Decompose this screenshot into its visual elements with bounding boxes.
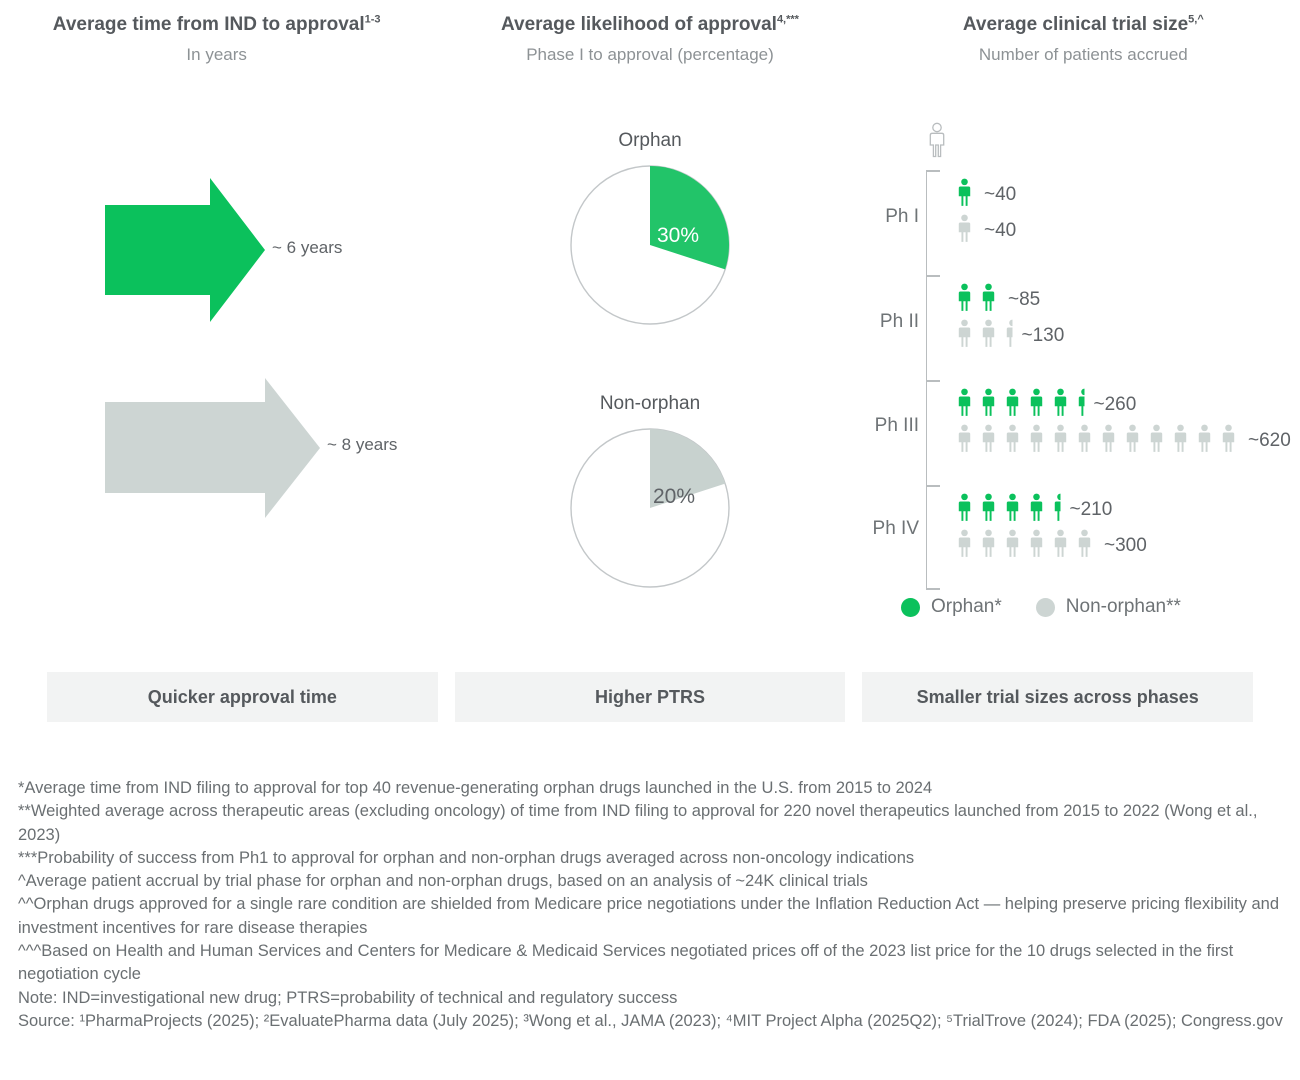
orphan-pie [569, 164, 731, 326]
bracket-tick-3 [927, 485, 940, 487]
pictogram-chart [866, 118, 1300, 638]
orphan-person-icons [954, 178, 978, 212]
legend-item-nonorphan [1036, 596, 1181, 618]
person-unit-icon [924, 122, 950, 163]
nonorphan-person-icons [954, 214, 978, 248]
column-3-title [867, 12, 1300, 37]
orphan-pictogram-line-ph-iii [954, 388, 1136, 422]
nonorphan-person-icons [954, 529, 1098, 563]
nonorphan-legend-label: Non-orphan** [1065, 596, 1181, 617]
orphan-value-label: ~210 [1069, 499, 1113, 520]
footnote-4: ^Average patient accrual by trial phase for orphan and non-orphan drugs, based on an analysis of ~24K clinical trials [18, 872, 868, 891]
phase-bracket [926, 170, 940, 590]
legend-item-orphan [901, 596, 1002, 618]
nonorphan-pictogram-line-ph-i [954, 214, 1016, 248]
nonorphan-pictogram-line-ph-ii [954, 319, 1064, 353]
nonorphan-pictogram-line-ph-iv [954, 529, 1147, 563]
phase-label-ph-iii: Ph III [874, 415, 919, 436]
nonorphan-value-label: ~130 [1021, 325, 1065, 346]
column-1-header [0, 12, 433, 66]
column-2-title-superscript: 4,*** [776, 13, 799, 26]
footnotes [18, 777, 1286, 1033]
phase-label-ph-ii: Ph II [879, 311, 919, 332]
nonorphan-value-label: ~40 [984, 220, 1017, 241]
nonorphan-value-label: ~300 [1104, 535, 1147, 556]
column-1-title-text: Average time from IND to approval [52, 14, 365, 35]
column-2-subtitle: Phase I to approval (percentage) [526, 45, 774, 65]
footnote-note: Note: IND=investigational new drug; PTRS=probability of technical and regulatory success [18, 988, 678, 1007]
footnote-3: ***Probability of success from Ph1 to approval for orphan and non-orphan drugs averaged across non-oncology indications [18, 848, 915, 867]
column-1-title [0, 12, 433, 37]
person-outline-icon [924, 122, 950, 158]
nonorphan-person-icons [954, 424, 1242, 458]
orphan-person-icons [954, 493, 1064, 527]
column-2-title-text: Average likelihood of approval [501, 14, 777, 35]
orphan-value-label: ~85 [1008, 289, 1041, 310]
nonorphan-pie-block [434, 393, 866, 589]
orphan-value-label: ~40 [984, 184, 1017, 205]
arrow-chart-svg [0, 110, 434, 530]
orphan-legend-label: Orphan* [931, 596, 1002, 617]
orphan-pie-title: Orphan [618, 130, 682, 151]
orphan-pie-value: 30% [657, 224, 700, 247]
column-3 [867, 12, 1300, 66]
nonorphan-legend-dot-icon [1036, 598, 1055, 617]
phase-label-ph-iv: Ph IV [872, 518, 919, 539]
orphan-pictogram-line-ph-i [954, 178, 1016, 212]
orphan-arrow [105, 178, 265, 322]
banner-quicker-approval-time: Quicker approval time [47, 672, 438, 722]
column-3-title-superscript: 5,^ [1188, 13, 1204, 26]
column-3-header [867, 12, 1300, 66]
bracket-tick-1 [927, 275, 940, 277]
orphan-pie-svg [569, 164, 731, 326]
nonorphan-pie-svg [569, 427, 731, 589]
column-2-header [433, 12, 866, 66]
footnote-6: ^^^Based on Health and Human Services and Centers for Medicare & Medicaid Services negotiated prices off of the 2023 list price for the 10 drugs selected in the first negotiation cycle [18, 942, 1234, 984]
footnote-1: *Average time from IND filing to approval for top 40 revenue-generating orphan drugs launched in the U.S. from 2015 to 2024 [18, 779, 933, 797]
nonorphan-pictogram-line-ph-iii [954, 424, 1291, 458]
orphan-value-label: ~260 [1093, 394, 1137, 415]
footnote-5: ^^Orphan drugs approved for a single rare condition are shielded from Medicare price negotiations under the Inflation Reduction Act — helping preserve pricing flexibility and investment incentives for rare disease therapies [18, 895, 1280, 937]
bracket-tick-2 [927, 380, 940, 382]
orphan-person-icons [954, 388, 1088, 422]
footnote-2: **Weighted average across therapeutic areas (excluding oncology) of time from IND filing to approval for 220 novel therapeutics launched from 2015 to 2022 (Wong et al., 2023) [18, 802, 1258, 844]
nonorphan-pie-value: 20% [653, 485, 696, 508]
banner-higher-ptrs: Higher PTRS [455, 672, 846, 722]
column-headers [0, 0, 1300, 66]
nonorphan-person-icons [954, 319, 1016, 353]
nonorphan-arrow [105, 378, 320, 518]
pictogram-legend [901, 596, 1181, 618]
orphan-pictogram-line-ph-iv [954, 493, 1112, 527]
footnote-source: Source: ¹PharmaProjects (2025); ²EvaluatePharma data (July 2025); ³Wong et al., JAMA (2023); ⁴MIT Project Alpha (2025Q2); ⁵TrialTrove (2024); FDA (2025); Congress.gov [18, 1011, 1283, 1030]
pie-charts [434, 130, 866, 589]
column-1-title-superscript: 1-3 [364, 13, 381, 26]
orphan-legend-dot-icon [901, 598, 920, 617]
bracket-cap-bottom [927, 588, 940, 590]
orphan-person-icons [954, 283, 1002, 317]
column-3-subtitle: Number of patients accrued [978, 45, 1188, 65]
phase-label-ph-i: Ph I [885, 206, 919, 227]
nonorphan-pie-title: Non-orphan [599, 393, 701, 414]
nonorphan-pie [569, 427, 731, 589]
column-2-title [433, 12, 866, 37]
banner-smaller-trial-sizes: Smaller trial sizes across phases [862, 672, 1253, 722]
column-1-subtitle: In years [186, 45, 247, 65]
orphan-arrow-label: ~ 6 years [272, 238, 343, 257]
orphan-pictogram-line-ph-ii [954, 283, 1040, 317]
column-1 [0, 12, 433, 66]
arrow-chart [0, 110, 434, 650]
summary-banners [0, 672, 1300, 722]
nonorphan-value-label: ~620 [1248, 430, 1291, 451]
bracket-cap-top [927, 170, 940, 172]
column-2 [433, 12, 866, 66]
nonorphan-arrow-label: ~ 8 years [327, 435, 398, 454]
column-3-title-text: Average clinical trial size [962, 14, 1189, 35]
orphan-pie-block [434, 130, 866, 326]
